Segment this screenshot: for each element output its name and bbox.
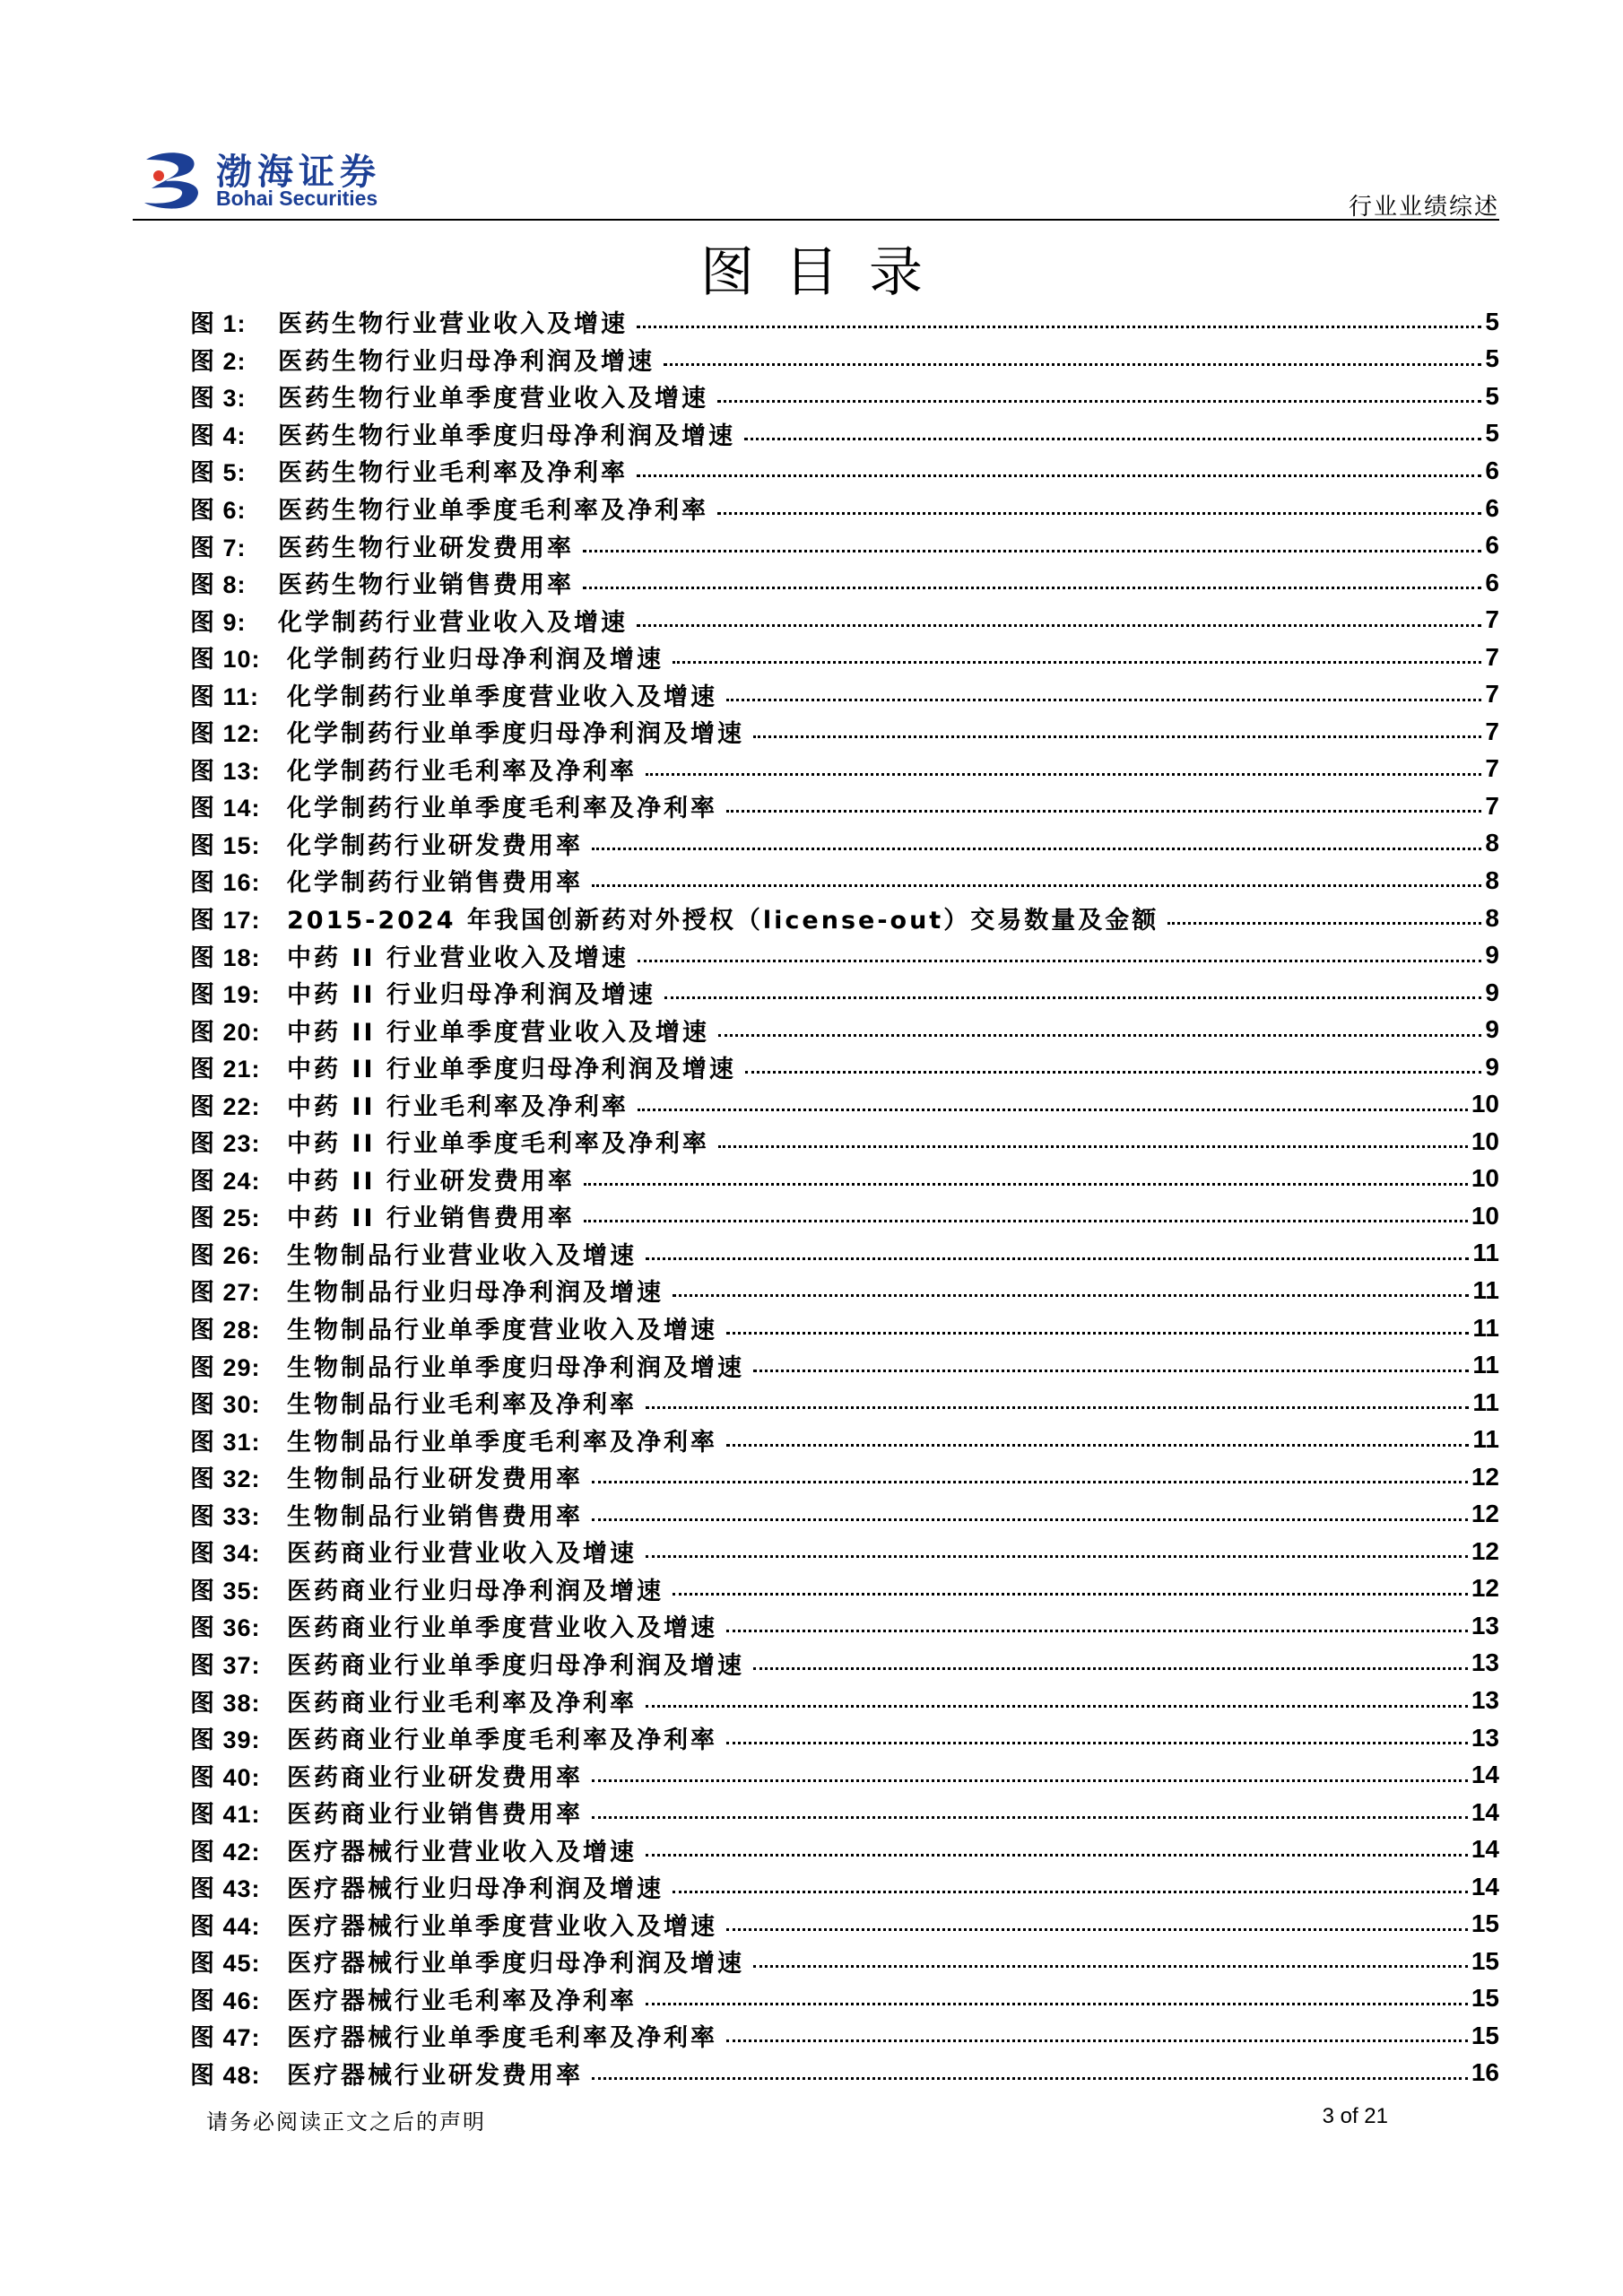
toc-page-number[interactable]: 7 bbox=[1485, 642, 1499, 671]
toc-figure-label: 图 15: bbox=[190, 831, 261, 859]
toc-page-number[interactable]: 14 bbox=[1471, 1797, 1499, 1826]
toc-entry[interactable] bbox=[190, 1831, 1499, 1868]
toc-page-number[interactable]: 5 bbox=[1485, 344, 1499, 373]
toc-figure-title[interactable]: 化学制药行业单季度营业收入及增速 bbox=[287, 683, 717, 711]
toc-figure-label: 图 38: bbox=[190, 1689, 261, 1717]
toc-page-number[interactable]: 6 bbox=[1485, 493, 1499, 522]
toc-figure-label: 图 5: bbox=[190, 459, 247, 487]
toc-figure-label: 图 24: bbox=[190, 1167, 261, 1195]
toc-entry[interactable] bbox=[190, 862, 1499, 900]
toc-figure-label: 图 10: bbox=[190, 646, 261, 674]
toc-figure-title[interactable]: 医药商业行业单季度归母净利润及增速 bbox=[287, 1651, 744, 1680]
toc-page-number[interactable]: 11 bbox=[1472, 1387, 1499, 1416]
toc-dot-leader bbox=[646, 1976, 1468, 2005]
toc-figure-label: 图 26: bbox=[190, 1241, 261, 1269]
toc-figure-label: 图 28: bbox=[190, 1317, 261, 1344]
toc-dot-leader bbox=[592, 1492, 1468, 1521]
toc-dot-leader bbox=[584, 1193, 1468, 1222]
toc-figure-label: 图 22: bbox=[190, 1092, 261, 1120]
toc-figure-label: 图 12: bbox=[190, 720, 261, 748]
toc-figure-title[interactable]: 中药 II 行业销售费用率 bbox=[287, 1205, 575, 1233]
toc-page-number[interactable]: 8 bbox=[1485, 829, 1499, 857]
toc-page-number[interactable]: 10 bbox=[1471, 1126, 1499, 1155]
toc-entry[interactable] bbox=[190, 936, 1499, 974]
toc-entry[interactable] bbox=[190, 825, 1499, 863]
toc-entry[interactable] bbox=[190, 564, 1499, 602]
toc-figure-title[interactable]: 医药商业行业归母净利润及增速 bbox=[287, 1577, 664, 1605]
toc-entry[interactable] bbox=[190, 1458, 1499, 1496]
toc-dot-leader bbox=[646, 1528, 1468, 1558]
toc-figure-label: 图 30: bbox=[190, 1391, 261, 1419]
toc-figure-title[interactable]: 生物制品行业单季度毛利率及净利率 bbox=[287, 1428, 717, 1457]
toc-figure-title[interactable]: 医药生物行业单季度毛利率及净利率 bbox=[278, 497, 708, 525]
toc-figure-title[interactable]: 医药商业行业单季度营业收入及增速 bbox=[287, 1614, 717, 1643]
toc-entry[interactable] bbox=[190, 452, 1499, 490]
toc-page-number[interactable]: 8 bbox=[1485, 903, 1499, 932]
toc-figure-title[interactable]: 医药生物行业销售费用率 bbox=[278, 571, 574, 600]
toc-page-number[interactable]: 7 bbox=[1485, 680, 1499, 709]
toc-figure-title[interactable]: 医药商业行业单季度毛利率及净利率 bbox=[287, 1726, 717, 1755]
toc-dot-leader bbox=[592, 1752, 1468, 1782]
toc-dot-leader bbox=[745, 1044, 1482, 1074]
toc-figure-title[interactable]: 医疗器械行业归母净利润及增速 bbox=[287, 1875, 664, 1904]
toc-entry[interactable] bbox=[190, 713, 1499, 751]
toc-dot-leader bbox=[638, 933, 1482, 962]
toc-figure-title[interactable]: 医药生物行业研发费用率 bbox=[278, 534, 574, 562]
toc-page-number[interactable]: 9 bbox=[1485, 978, 1499, 1006]
toc-figure-title[interactable]: 生物制品行业研发费用率 bbox=[287, 1465, 583, 1494]
toc-page-number[interactable]: 12 bbox=[1471, 1536, 1499, 1565]
bohai-logo-icon bbox=[139, 149, 211, 212]
toc-page-number[interactable]: 10 bbox=[1471, 1201, 1499, 1230]
toc-figure-label: 图 19: bbox=[190, 981, 261, 1009]
toc-figure-label: 图 46: bbox=[190, 1987, 261, 2014]
toc-entry[interactable] bbox=[190, 675, 1499, 713]
toc-figure-title[interactable]: 生物制品行业单季度归母净利润及增速 bbox=[287, 1353, 744, 1382]
toc-figure-label: 图 40: bbox=[190, 1763, 261, 1791]
toc-figure-title[interactable]: 医药商业行业研发费用率 bbox=[287, 1763, 583, 1792]
toc-page-number[interactable]: 6 bbox=[1485, 531, 1499, 560]
logo-english-name: Bohai Securities bbox=[216, 187, 378, 210]
toc-page-number[interactable]: 14 bbox=[1471, 1872, 1499, 1900]
toc-page-number[interactable]: 10 bbox=[1471, 1090, 1499, 1118]
toc-dot-leader bbox=[726, 1715, 1468, 1744]
toc-page-number[interactable]: 5 bbox=[1485, 419, 1499, 448]
toc-entry[interactable] bbox=[190, 1756, 1499, 1794]
toc-figure-title[interactable]: 医药商业行业营业收入及增速 bbox=[287, 1540, 637, 1569]
toc-entry[interactable] bbox=[190, 1384, 1499, 1422]
toc-page-number[interactable]: 5 bbox=[1485, 381, 1499, 410]
toc-dot-leader bbox=[753, 709, 1481, 738]
toc-page-number[interactable]: 15 bbox=[1471, 1984, 1499, 2013]
toc-page-number[interactable]: 9 bbox=[1485, 1015, 1499, 1044]
toc-figure-title[interactable]: 医疗器械行业单季度归母净利润及增速 bbox=[287, 1950, 744, 1979]
toc-page-number[interactable]: 7 bbox=[1485, 791, 1499, 820]
toc-dot-leader bbox=[637, 299, 1481, 328]
toc-page-number[interactable]: 14 bbox=[1471, 1835, 1499, 1864]
toc-entry[interactable] bbox=[190, 900, 1499, 937]
toc-page-number[interactable]: 7 bbox=[1485, 754, 1499, 783]
toc-page-number[interactable]: 16 bbox=[1471, 2058, 1499, 2087]
toc-entry[interactable] bbox=[190, 601, 1499, 639]
toc-dot-leader bbox=[726, 1417, 1469, 1447]
toc-dot-leader bbox=[637, 597, 1481, 627]
toc-figure-label: 图 31: bbox=[190, 1428, 261, 1456]
toc-figure-label: 图 39: bbox=[190, 1726, 261, 1754]
toc-figure-title[interactable]: 中药 II 行业单季度归母净利润及增速 bbox=[287, 1056, 736, 1084]
toc-figure-label: 图 7: bbox=[190, 534, 247, 561]
logo-chinese-name: 渤海证券 bbox=[216, 152, 381, 193]
toc-figure-title[interactable]: 中药 II 行业研发费用率 bbox=[287, 1167, 575, 1196]
toc-figure-title[interactable]: 中药 II 行业营业收入及增速 bbox=[287, 944, 629, 972]
toc-dot-leader bbox=[592, 1789, 1468, 1819]
toc-figure-label: 图 42: bbox=[190, 1838, 261, 1866]
toc-dot-leader bbox=[646, 1231, 1469, 1260]
toc-dot-leader bbox=[638, 1082, 1468, 1111]
toc-figure-label: 图 34: bbox=[190, 1540, 261, 1568]
toc-page-number[interactable]: 12 bbox=[1471, 1574, 1499, 1603]
toc-figure-title[interactable]: 化学制药行业归母净利润及增速 bbox=[287, 646, 664, 674]
toc-dot-leader bbox=[646, 746, 1481, 776]
toc-page-number[interactable]: 11 bbox=[1472, 1239, 1499, 1267]
toc-entry[interactable] bbox=[190, 1048, 1499, 1086]
toc-figure-title[interactable]: 生物制品行业归母净利润及增速 bbox=[287, 1279, 664, 1308]
toc-dot-leader bbox=[583, 523, 1481, 552]
toc-figure-title[interactable]: 生物制品行业销售费用率 bbox=[287, 1502, 583, 1531]
toc-dot-leader bbox=[753, 1938, 1468, 1968]
toc-page-number[interactable]: 15 bbox=[1471, 2021, 1499, 2049]
toc-figure-title[interactable]: 化学制药行业毛利率及净利率 bbox=[287, 757, 637, 786]
toc-figure-label: 图 43: bbox=[190, 1875, 261, 1903]
toc-figure-title[interactable]: 中药 II 行业单季度营业收入及增速 bbox=[287, 1018, 709, 1047]
toc-entry[interactable] bbox=[190, 415, 1499, 453]
toc-page-number[interactable]: 12 bbox=[1471, 1462, 1499, 1491]
toc-entry[interactable] bbox=[190, 1682, 1499, 1719]
toc-figure-label: 图 29: bbox=[190, 1353, 261, 1381]
toc-entry[interactable] bbox=[190, 974, 1499, 1012]
toc-page-number[interactable]: 13 bbox=[1471, 1686, 1499, 1714]
toc-figure-title[interactable]: 医疗器械行业研发费用率 bbox=[287, 2061, 583, 2090]
toc-entry[interactable] bbox=[190, 1085, 1499, 1123]
toc-figure-title[interactable]: 医药商业行业毛利率及净利率 bbox=[287, 1689, 637, 1718]
toc-entry[interactable] bbox=[190, 341, 1499, 378]
toc-entry[interactable] bbox=[190, 1235, 1499, 1273]
toc-entry[interactable] bbox=[190, 1607, 1499, 1645]
toc-page-number[interactable]: 15 bbox=[1471, 1909, 1499, 1938]
toc-page-number[interactable]: 12 bbox=[1471, 1500, 1499, 1528]
toc-entry[interactable] bbox=[190, 1197, 1499, 1235]
toc-figure-label: 图 36: bbox=[190, 1614, 261, 1642]
toc-figure-title[interactable]: 生物制品行业毛利率及净利率 bbox=[287, 1391, 637, 1420]
toc-entry[interactable] bbox=[190, 1161, 1499, 1198]
toc-figure-label: 图 35: bbox=[190, 1577, 261, 1605]
toc-figure-label: 图 11: bbox=[190, 683, 260, 710]
toc-dot-leader bbox=[664, 970, 1482, 999]
toc-dot-leader bbox=[744, 411, 1481, 440]
toc-figure-label: 图 37: bbox=[190, 1651, 261, 1679]
toc-dot-leader bbox=[592, 2050, 1468, 2080]
toc-entry[interactable] bbox=[190, 1906, 1499, 1944]
toc-dot-leader bbox=[753, 1640, 1468, 1670]
toc-figure-title[interactable]: 医疗器械行业单季度毛利率及净利率 bbox=[287, 2024, 717, 2053]
toc-figure-label: 图 1: bbox=[190, 310, 247, 338]
toc-figure-title[interactable]: 中药 II 行业毛利率及净利率 bbox=[287, 1092, 629, 1121]
toc-dot-leader bbox=[646, 1678, 1468, 1708]
header-divider bbox=[133, 219, 1499, 221]
toc-entry[interactable] bbox=[190, 303, 1499, 341]
toc-figure-title[interactable]: 医药生物行业归母净利润及增速 bbox=[278, 347, 655, 376]
toc-page-number[interactable]: 9 bbox=[1485, 941, 1499, 970]
toc-figure-title[interactable]: 化学制药行业单季度归母净利润及增速 bbox=[287, 720, 744, 749]
page-indicator: 3 of 21 bbox=[1322, 2104, 1388, 2128]
toc-dot-leader bbox=[664, 336, 1481, 366]
toc-entry[interactable] bbox=[190, 639, 1499, 676]
toc-entry[interactable] bbox=[190, 1272, 1499, 1309]
toc-dot-leader bbox=[646, 1827, 1468, 1857]
toc-dot-leader bbox=[726, 2013, 1468, 2042]
toc-page-number[interactable]: 7 bbox=[1485, 605, 1499, 634]
toc-dot-leader bbox=[726, 783, 1481, 813]
toc-figure-title[interactable]: 医疗器械行业毛利率及净利率 bbox=[287, 1987, 637, 2015]
toc-figure-label: 图 20: bbox=[190, 1018, 261, 1046]
toc-dot-leader bbox=[673, 634, 1481, 664]
toc-entry[interactable] bbox=[190, 1868, 1499, 1906]
toc-entry[interactable] bbox=[190, 1011, 1499, 1048]
toc-figure-label: 图 13: bbox=[190, 757, 261, 785]
page-title: 图目录 bbox=[700, 241, 953, 304]
toc-figure-label: 图 16: bbox=[190, 869, 261, 897]
toc-page-number[interactable]: 11 bbox=[1472, 1275, 1499, 1304]
toc-dot-leader bbox=[717, 373, 1481, 403]
toc-figure-label: 图 9: bbox=[190, 608, 247, 636]
toc-entry[interactable] bbox=[190, 526, 1499, 564]
toc-entry[interactable] bbox=[190, 787, 1499, 825]
company-logo bbox=[139, 144, 444, 215]
toc-page-number[interactable]: 9 bbox=[1485, 1052, 1499, 1081]
toc-entry[interactable] bbox=[190, 2017, 1499, 2055]
toc-dot-leader bbox=[726, 1603, 1468, 1632]
toc-figure-title[interactable]: 医药商业行业销售费用率 bbox=[287, 1801, 583, 1830]
report-type: 行业业绩综述 bbox=[1348, 194, 1499, 221]
toc-dot-leader bbox=[673, 1267, 1469, 1297]
toc-figure-label: 图 47: bbox=[190, 2024, 261, 2052]
toc-entry[interactable] bbox=[190, 1421, 1499, 1458]
toc-page-number[interactable]: 8 bbox=[1485, 865, 1499, 894]
toc-figure-label: 图 8: bbox=[190, 571, 247, 599]
toc-figure-label: 图 2: bbox=[190, 347, 247, 375]
toc-figure-label: 图 21: bbox=[190, 1056, 261, 1083]
toc-figure-label: 图 33: bbox=[190, 1502, 261, 1530]
toc-entry[interactable] bbox=[190, 751, 1499, 788]
toc-entry[interactable] bbox=[190, 1123, 1499, 1161]
toc-entry[interactable] bbox=[190, 490, 1499, 527]
toc-dot-leader bbox=[673, 1566, 1468, 1596]
toc-page-number[interactable]: 6 bbox=[1485, 456, 1499, 484]
toc-page-number[interactable]: 13 bbox=[1471, 1611, 1499, 1639]
toc-entry[interactable] bbox=[190, 1943, 1499, 1980]
toc-figure-label: 图 18: bbox=[190, 944, 261, 971]
toc-dot-leader bbox=[592, 821, 1481, 850]
toc-entry[interactable] bbox=[190, 1533, 1499, 1570]
toc-page-number[interactable]: 11 bbox=[1472, 1425, 1499, 1454]
toc-page-number[interactable]: 7 bbox=[1485, 717, 1499, 745]
toc-figure-title[interactable]: 中药 II 行业归母净利润及增速 bbox=[287, 981, 655, 1010]
toc-dot-leader bbox=[718, 1007, 1482, 1037]
toc-figure-title[interactable]: 中药 II 行业单季度毛利率及净利率 bbox=[287, 1130, 709, 1159]
toc-page-number[interactable]: 13 bbox=[1471, 1723, 1499, 1752]
toc-figure-title[interactable]: 化学制药行业销售费用率 bbox=[287, 869, 583, 898]
toc-figure-label: 图 17: bbox=[190, 907, 261, 935]
toc-dot-leader bbox=[583, 560, 1481, 589]
toc-figure-label: 图 14: bbox=[190, 795, 261, 822]
toc-figure-title[interactable]: 医药生物行业单季度营业收入及增速 bbox=[278, 385, 708, 413]
toc-dot-leader bbox=[726, 1901, 1468, 1931]
toc-figure-label: 图 3: bbox=[190, 385, 247, 413]
toc-figure-label: 图 4: bbox=[190, 422, 247, 449]
toc-figure-title[interactable]: 化学制药行业研发费用率 bbox=[287, 831, 583, 860]
toc-page-number[interactable]: 14 bbox=[1471, 1761, 1499, 1789]
toc-dot-leader bbox=[592, 857, 1481, 887]
toc-dot-leader bbox=[673, 1864, 1468, 1893]
toc-figure-title[interactable]: 医疗器械行业营业收入及增速 bbox=[287, 1838, 637, 1866]
toc-dot-leader bbox=[753, 1343, 1469, 1372]
toc-dot-leader bbox=[592, 1454, 1468, 1483]
toc-figure-label: 图 48: bbox=[190, 2061, 261, 2089]
toc-figure-label: 图 27: bbox=[190, 1279, 261, 1307]
toc-entry[interactable] bbox=[190, 1794, 1499, 1831]
toc-entry[interactable] bbox=[190, 378, 1499, 415]
toc-dot-leader bbox=[726, 1305, 1469, 1335]
toc-page-number[interactable]: 11 bbox=[1472, 1313, 1499, 1342]
toc-figure-label: 图 6: bbox=[190, 497, 247, 524]
toc-page-number[interactable]: 5 bbox=[1485, 307, 1499, 335]
toc-page-number[interactable]: 11 bbox=[1472, 1351, 1499, 1379]
toc-entry[interactable] bbox=[190, 1719, 1499, 1757]
toc-figure-title[interactable]: 生物制品行业营业收入及增速 bbox=[287, 1241, 637, 1270]
toc-figure-label: 图 44: bbox=[190, 1912, 261, 1940]
toc-figure-title[interactable]: 医药生物行业单季度归母净利润及增速 bbox=[278, 422, 735, 450]
toc-entry[interactable] bbox=[190, 1980, 1499, 2018]
toc-dot-leader bbox=[726, 672, 1481, 701]
toc-entry[interactable] bbox=[190, 1346, 1499, 1384]
toc-entry[interactable] bbox=[190, 1570, 1499, 1608]
toc-figure-title[interactable]: 医疗器械行业单季度营业收入及增速 bbox=[287, 1912, 717, 1941]
toc-figure-title[interactable]: 化学制药行业营业收入及增速 bbox=[278, 608, 628, 637]
toc-entry[interactable] bbox=[190, 1309, 1499, 1347]
toc-dot-leader bbox=[584, 1156, 1468, 1186]
toc-entry[interactable] bbox=[190, 2055, 1499, 2092]
toc-figure-title[interactable]: 化学制药行业单季度毛利率及净利率 bbox=[287, 795, 717, 823]
toc-dot-leader bbox=[637, 448, 1481, 477]
toc-entry[interactable] bbox=[190, 1496, 1499, 1534]
toc-dot-leader bbox=[717, 485, 1481, 515]
footer-disclaimer: 请务必阅读正文之后的声明 bbox=[206, 2109, 486, 2135]
toc-figure-title[interactable]: 生物制品行业单季度营业收入及增速 bbox=[287, 1317, 717, 1345]
toc-page-number[interactable]: 13 bbox=[1471, 1648, 1499, 1677]
toc-entry[interactable] bbox=[190, 1645, 1499, 1683]
toc-figure-label: 图 25: bbox=[190, 1205, 261, 1232]
toc-figure-label: 图 23: bbox=[190, 1130, 261, 1158]
toc-page-number[interactable]: 10 bbox=[1471, 1164, 1499, 1193]
toc-figure-title[interactable]: 医药生物行业毛利率及净利率 bbox=[278, 459, 628, 488]
toc-figure-label: 图 45: bbox=[190, 1950, 261, 1978]
toc-figure-label: 图 41: bbox=[190, 1801, 261, 1829]
toc-figure-title[interactable]: 医药生物行业营业收入及增速 bbox=[278, 310, 628, 339]
toc-dot-leader bbox=[1167, 895, 1481, 925]
toc-figure-title[interactable]: 2015-2024 年我国创新药对外授权（license-out）交易数量及金额 bbox=[287, 907, 1159, 935]
toc-dot-leader bbox=[646, 1379, 1469, 1409]
figure-table-of-contents bbox=[190, 303, 1499, 2092]
toc-page-number[interactable]: 6 bbox=[1485, 568, 1499, 596]
toc-page-number[interactable]: 15 bbox=[1471, 1946, 1499, 1975]
toc-dot-leader bbox=[718, 1118, 1468, 1148]
toc-figure-label: 图 32: bbox=[190, 1465, 261, 1493]
